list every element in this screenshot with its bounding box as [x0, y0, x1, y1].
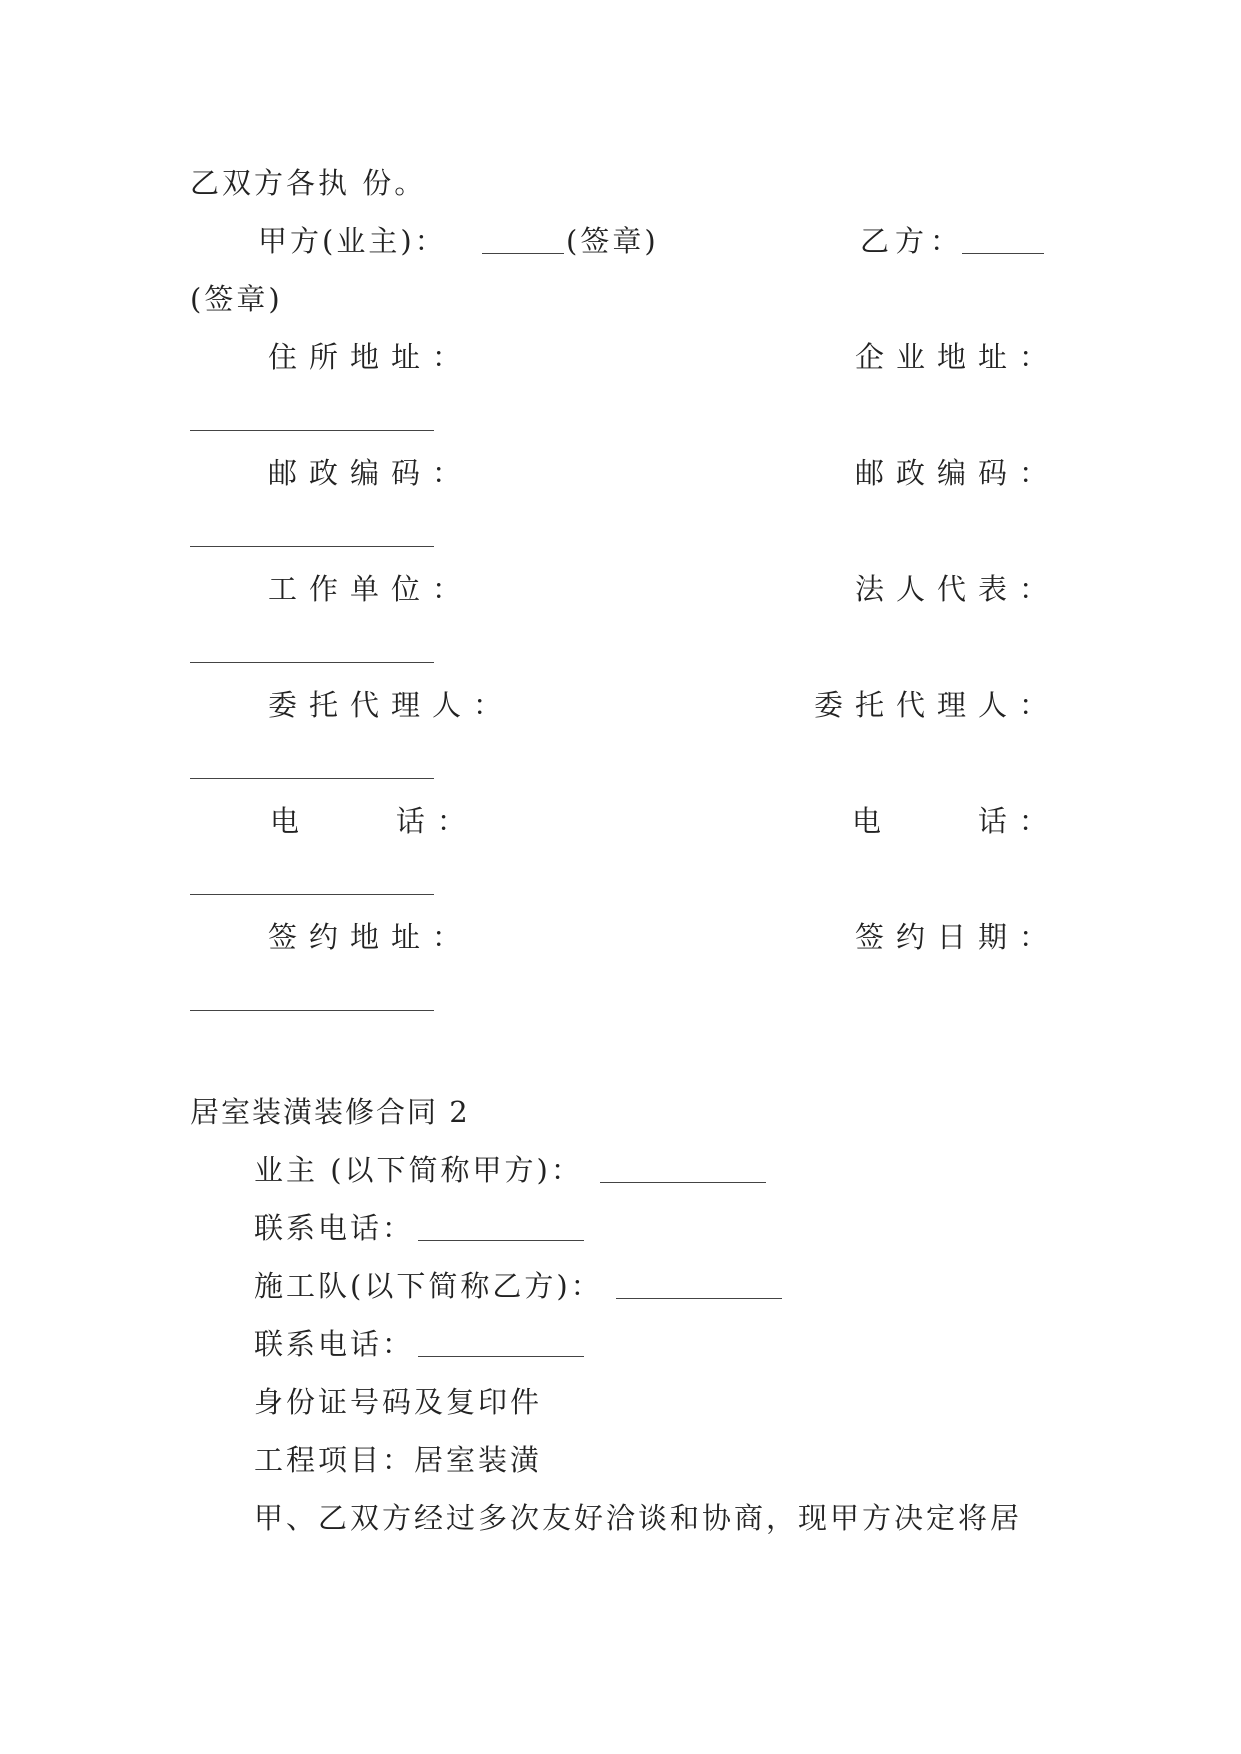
owner-phone-blank	[418, 1240, 584, 1241]
owner-blank	[600, 1182, 766, 1183]
contractor-line: 施工队(以下简称乙方)：	[254, 1269, 603, 1303]
party-b-sign-label: 乙方：	[860, 224, 966, 258]
owner-phone-line: 联系电话：	[254, 1211, 415, 1245]
residence-address-blank	[190, 430, 434, 431]
body-line: 甲、乙双方经过多次友好洽谈和协商，现甲方决定将居	[254, 1501, 1023, 1535]
phone-a-label: 电 话：	[270, 804, 478, 838]
legal-rep-label: 法人代表：	[855, 572, 1061, 606]
contract-title: 居室装潢装修合同 2	[190, 1095, 470, 1129]
party-a-sign-suffix: (签章)	[566, 224, 659, 258]
party-a-sign-label: 甲方(业主)：	[258, 224, 447, 258]
contractor-phone-line: 联系电话：	[254, 1327, 415, 1361]
agent-a-label: 委托代理人：	[268, 688, 515, 722]
signing-blank	[190, 1010, 434, 1011]
project-line: 工程项目：居室装潢	[254, 1443, 543, 1477]
agent-blank	[190, 778, 434, 779]
work-unit-label: 工作单位：	[268, 572, 474, 606]
contractor-blank	[616, 1298, 782, 1299]
work-unit-blank	[190, 662, 434, 663]
postcode-a-label: 邮政编码：	[268, 456, 474, 490]
phone-blank	[190, 894, 434, 895]
agent-b-label: 委托代理人：	[814, 688, 1061, 722]
postcode-b-label: 邮政编码：	[855, 456, 1061, 490]
party-b-sign-blank	[962, 253, 1044, 254]
phone-b-label: 电 话：	[852, 804, 1060, 838]
intro-line: 乙双方各执 份。	[190, 166, 427, 200]
residence-address-label: 住所地址：	[268, 340, 474, 374]
signing-address-label: 签约地址：	[268, 920, 474, 954]
owner-line: 业主 (以下简称甲方)：	[254, 1153, 583, 1187]
signing-date-label: 签约日期：	[855, 920, 1061, 954]
contractor-phone-blank	[418, 1356, 584, 1357]
postcode-blank	[190, 546, 434, 547]
party-a-sign-blank	[482, 253, 564, 254]
company-address-label: 企业地址：	[855, 340, 1061, 374]
party-b-sign-suffix: (签章)	[190, 282, 283, 316]
id-docs-line: 身份证号码及复印件	[254, 1385, 543, 1419]
